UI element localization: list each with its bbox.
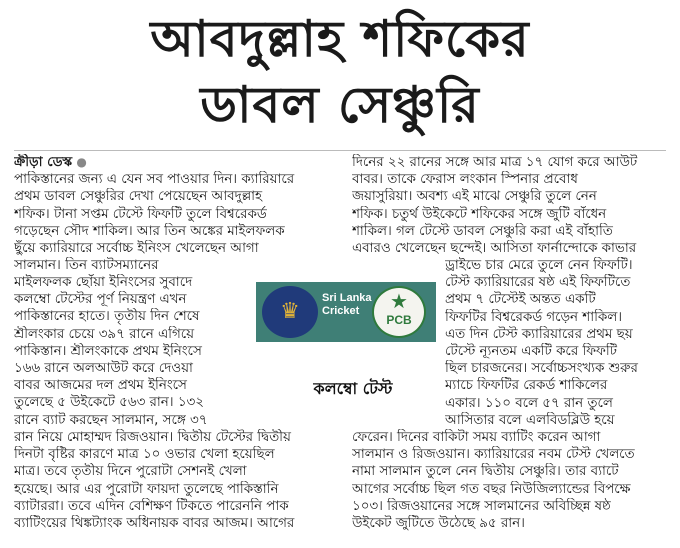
body-text-line: আগের সর্বোচ্চ ছিল গত বছর নিউজিল্যান্ডের বিপক্ষে: [352, 481, 631, 497]
body-text-line: শ্রীলংকার চেয়ে ৩৯৭ রানে এগিয়ে: [14, 326, 195, 342]
body-text-line: আসিতার বলে এলবিডব্লিউ হয়ে: [445, 412, 615, 428]
pcb-label: PCB: [386, 313, 412, 327]
body-text-line: নামা সালমান তুলে নেন দ্বিতীয় সেঞ্চুরি। তার ব্যাটে: [352, 464, 619, 480]
body-text-line: টেস্টে ন্যূনতম একটি করে ফিফটি: [445, 344, 617, 360]
body-text-line: ১০৩। রিজওয়ানের সঙ্গে সালমানের অবিচ্ছিন্ন ষষ্ঠ: [352, 498, 611, 514]
body-text-line: রানে ব্যাট করছেন সালমান, সঙ্গে ৩৭: [14, 412, 208, 428]
body-text-line: প্রথম ৭ টেস্টেই অন্তত একটি: [445, 292, 596, 308]
body-text-line: মাইলফলক ছোঁয়া ইনিংসের সুবাদে: [14, 275, 193, 290]
body-text-line: এবারও খেলেছেন ছন্দেই। আসিতা ফার্নান্দোকে কাভার: [352, 241, 637, 257]
body-text-line: ছিল চারজনের। সর্বোচ্চসংখ্যক শুরুর: [445, 361, 638, 377]
body-text-line: ব্যাটাররা। তবে এদিন বেশিক্ষণ টিকতে পারেননি পাক: [14, 498, 289, 514]
body-text-line: ব্যাটিংয়ের থিঙ্কট্যাংক অধিনায়ক বাবর আজম। আগের: [14, 516, 295, 532]
headline-line-2: ডাবল সেঞ্চুরি: [200, 76, 480, 134]
byline: ক্রীড়া ডেস্ক: [14, 155, 73, 170]
body-text-line: সালমান। তিন ব্যাটসম্যানের: [14, 258, 159, 274]
body-text-line: হয়েছে। আর এর পুরোটা ফায়দা তুলেছে পাকিস্তানি: [14, 481, 279, 497]
column-2-bottom: [352, 429, 670, 532]
body-text-line: শফিক। টানা সপ্তম টেস্টে ফিফটি তুলে বিশ্বরেকর্ড: [14, 206, 267, 222]
body-text-line: ফেরেন। দিনের বাকিটা সময় ব্যাটিং করেন আগা: [352, 430, 601, 445]
column-2-mid: [445, 257, 671, 429]
body-text-line: ড্রাইভে চার মেরে তুলে নেন ফিফটি।: [445, 258, 633, 273]
body-text-line: টেস্ট ক্যারিয়ারের ষষ্ঠ এই ফিফটিতে: [445, 275, 631, 291]
body-text-line: ১৬৬ রানে অলআউট করে দেওয়া: [14, 361, 193, 377]
photo-caption: কলম্বো টেস্ট: [313, 379, 393, 398]
body-text-line: প্রথম ডাবল সেঞ্চুরির দেখা পেয়েছেন আবদুল্লাহ: [14, 189, 263, 205]
slc-text-1: Sri Lanka: [322, 292, 372, 304]
body-text-line: দিনের ২২ রানের সঙ্গে আর মাত্র ১৭ যোগ করে আউট: [352, 155, 638, 170]
body-text-line: শফিক। চতুর্থ উইকেটে শফিকের সঙ্গে জুটি বাঁধেন: [352, 206, 607, 222]
pcb-logo: [372, 286, 426, 338]
bullet-icon: ●: [76, 155, 87, 169]
body-text-line: একার। ১১০ বলে ৫৭ রান তুলে: [445, 395, 613, 411]
column-1-mid: [14, 274, 254, 429]
body-text-line: গড়েছেন সৌদ শাকিল। আর তিন অঙ্কের মাইলফলক: [14, 223, 285, 239]
body-text-line: ফিফটির বিশ্বরেকর্ড গড়েন শাকিল।: [445, 309, 623, 325]
body-text-line: উইকেট জুটিতে উঠেছে ৯৫ রান।: [352, 516, 525, 532]
body-text-line: ছুঁয়ে ক্যারিয়ারে সর্বোচ্চ ইনিংস খেলেছেন আগা: [14, 241, 259, 257]
body-text-line: পাকিস্তান। শ্রীলংকাকে প্রথম ইনিংসে: [14, 343, 202, 359]
column-1-bottom: [14, 429, 340, 532]
logos-photo: [256, 282, 436, 342]
body-text-line: বাবর। তাকে ফেরাস লংকান স্পিনার প্রবোধ: [352, 172, 578, 188]
column-1-top: [14, 154, 340, 274]
body-text-line: ম্যাচে ফিফটির রেকর্ড শাকিলের: [445, 378, 608, 394]
body-text-line: সালমান ও রিজওয়ান। ক্যারিয়ারের নবম টেস্ট খেলতে: [352, 447, 635, 463]
body-text-line: রান নিয়ে মোহাম্মদ রিজওয়ান। দ্বিতীয় টেস্টের দ্বিতীয়: [14, 430, 291, 445]
body-text-line: বাবর আজমের দল প্রথম ইনিংসে: [14, 378, 187, 394]
body-text-line: তুলেছে ৫ উইকেটে ৫৬৩ রান। ১৩২: [14, 395, 204, 411]
headline-rule: [14, 150, 666, 151]
sri-lanka-cricket-text: [322, 292, 372, 318]
body-text-line: দিনটা বৃষ্টির কারণে মাত্র ১০ ওভার খেলা হয়েছিল: [14, 447, 275, 463]
body-text-line: শাকিল। গল টেস্টে ডাবল সেঞ্চুরি করা এই বাঁহাতি: [352, 223, 613, 239]
body-text-line: জয়াসুরিয়া। অবশ্য এই মাঝে সেঞ্চুরি তুলে নেন: [352, 189, 597, 205]
body-text-line: মাত্র। তবে তৃতীয় দিনে পুরোটা সেশনই খেলা: [14, 464, 247, 480]
body-text-line: কলম্বো টেস্টের পূর্ণ নিয়ন্ত্রণ এখন: [14, 292, 187, 308]
star-icon: ★: [390, 289, 408, 313]
body-text-line: পাকিস্তানের জন্য এ যেন সব পাওয়ার দিন। ক্যারিয়ারে: [14, 172, 295, 188]
column-2-top: [352, 154, 670, 257]
sri-lanka-cricket-logo: [262, 286, 318, 338]
lion-icon: ♛: [280, 299, 300, 324]
byline-row: [14, 154, 340, 171]
headline-line-1: আবদুল্লাহ শফিকের: [150, 10, 530, 68]
headline: [0, 6, 680, 138]
body-text-line: পাকিস্তানের হাতে। তৃতীয় দিন শেষে: [14, 309, 200, 325]
slc-text-2: Cricket: [322, 305, 360, 317]
body-text-line: এত দিন টেস্ট ক্যারিয়ারের প্রথম ছয়: [445, 326, 633, 342]
